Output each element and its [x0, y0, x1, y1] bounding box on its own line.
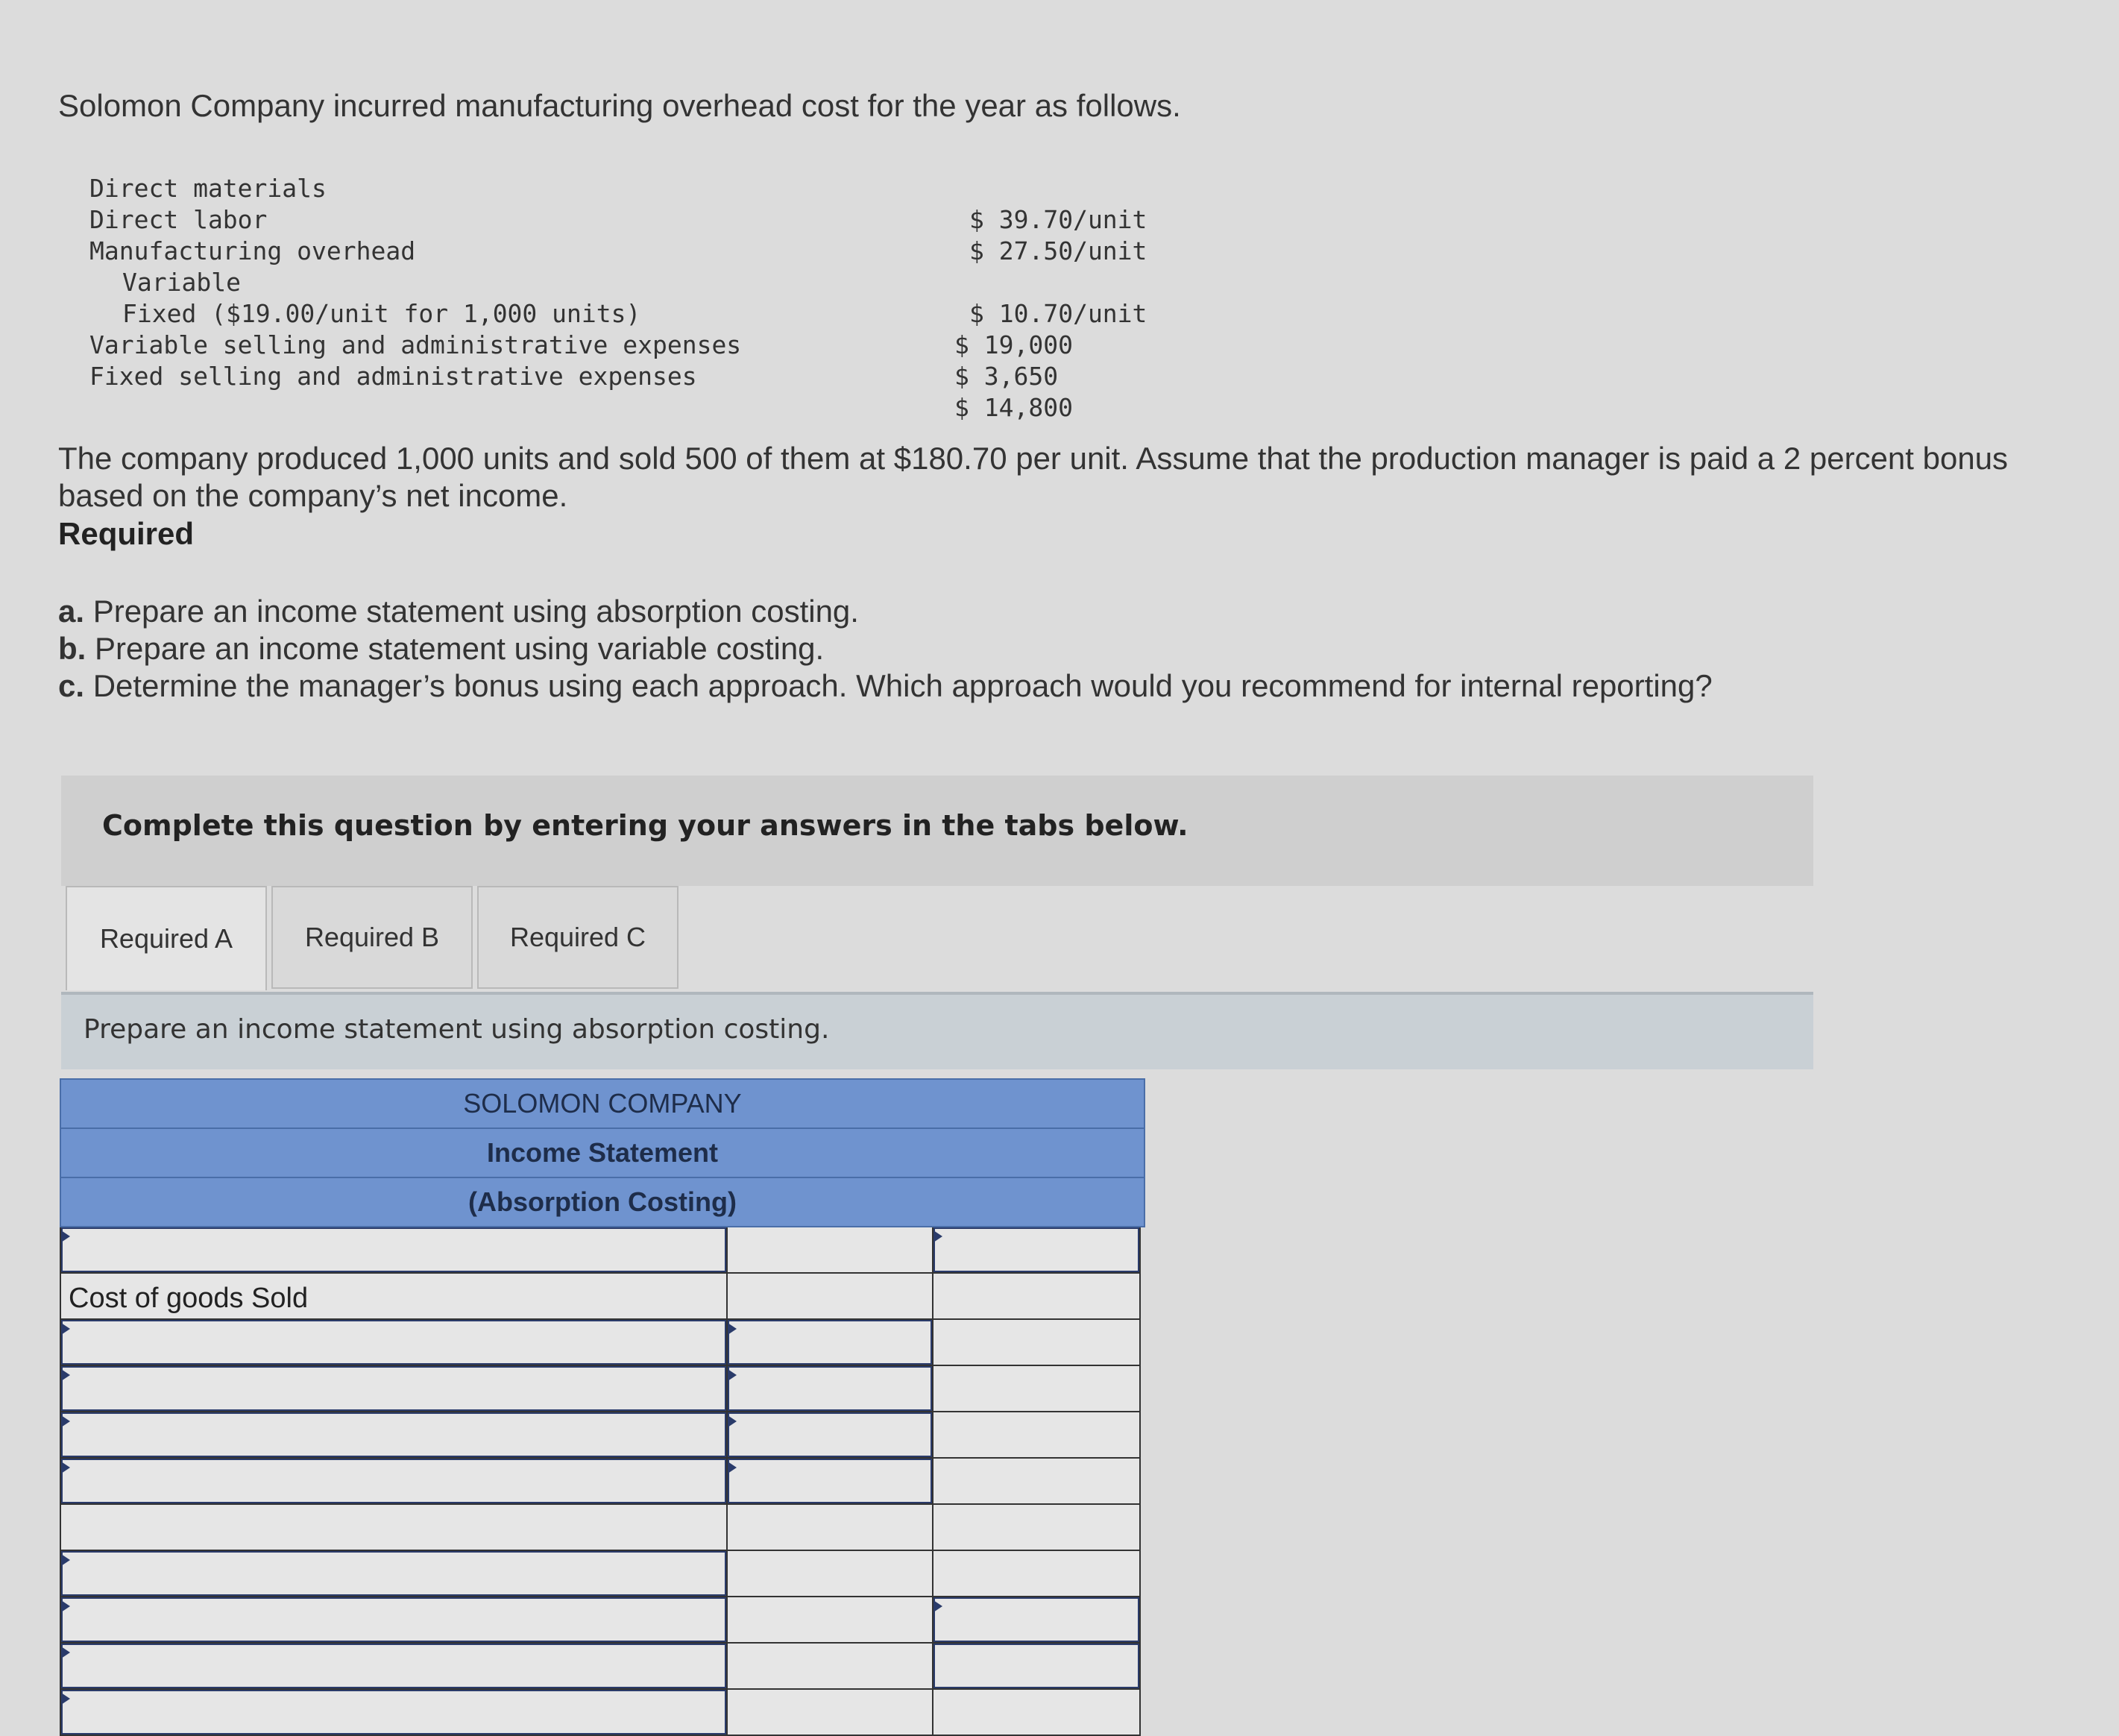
dropdown-arrow-icon [728, 1415, 737, 1427]
amount-input[interactable] [728, 1459, 933, 1505]
dropdown-arrow-icon [61, 1647, 70, 1658]
cost-row [89, 361, 1163, 392]
requirement-item [58, 630, 1713, 667]
cost-value: $ 10.70/unit [969, 299, 1147, 328]
amount-input[interactable] [728, 1227, 933, 1274]
banner-text: Complete this question by entering your answers in the tabs below. [102, 809, 1188, 842]
dropdown-arrow-icon [728, 1323, 737, 1335]
dropdown-arrow-icon [933, 1600, 942, 1612]
amount-input[interactable] [728, 1644, 933, 1690]
requirement-letter: a. [58, 594, 85, 629]
cost-table [89, 173, 1163, 424]
dropdown-arrow-icon [61, 1230, 70, 1242]
dropdown-arrow-icon [61, 1462, 70, 1474]
label-dropdown[interactable] [61, 1690, 728, 1736]
dropdown-arrow-icon [61, 1693, 70, 1705]
total-cell [933, 1505, 1141, 1551]
cost-row [89, 392, 1163, 424]
dropdown-arrow-icon [61, 1369, 70, 1381]
statement-grid [60, 1227, 1145, 1736]
cost-row [89, 236, 1163, 267]
total-cell [933, 1274, 1141, 1320]
tab-instruction-bar [61, 995, 1813, 1069]
table-row [61, 1274, 1145, 1320]
cost-label: Variable [122, 268, 241, 297]
row-label-cell [61, 1505, 728, 1551]
dropdown-arrow-icon [61, 1554, 70, 1566]
cost-label: Fixed selling and administrative expenses [89, 362, 697, 391]
total-input[interactable] [933, 1690, 1141, 1736]
statement-subtitle: (Absorption Costing) [61, 1178, 1144, 1227]
requirement-item [58, 667, 1713, 705]
label-dropdown[interactable] [61, 1320, 728, 1366]
amount-input[interactable] [728, 1551, 933, 1597]
cost-row [89, 330, 1163, 361]
table-row [61, 1366, 1145, 1412]
dropdown-arrow-icon [61, 1323, 70, 1335]
cost-row [89, 267, 1163, 298]
tab-required-c[interactable]: Required C [477, 886, 678, 989]
label-dropdown[interactable] [61, 1459, 728, 1505]
amount-input[interactable] [728, 1366, 933, 1412]
cost-value: $ 27.50/unit [969, 236, 1147, 265]
dropdown-arrow-icon [61, 1600, 70, 1612]
total-input[interactable] [933, 1227, 1141, 1274]
cost-row [89, 173, 1163, 204]
cost-label: Manufacturing overhead [89, 236, 416, 265]
table-row [61, 1644, 1145, 1690]
tab-required-b[interactable]: Required B [271, 886, 473, 989]
label-dropdown[interactable] [61, 1597, 728, 1644]
cost-value: $ 19,000 [954, 330, 1073, 359]
total-input[interactable] [933, 1551, 1141, 1597]
label-dropdown[interactable] [61, 1412, 728, 1459]
table-row [61, 1459, 1145, 1505]
total-input[interactable] [933, 1459, 1141, 1505]
dropdown-arrow-icon [933, 1230, 942, 1242]
amount-cell [728, 1505, 933, 1551]
total-input[interactable] [933, 1644, 1141, 1690]
cost-label: Direct labor [89, 205, 268, 234]
requirements-list [58, 593, 1713, 705]
amount-cell [728, 1274, 933, 1320]
requirement-text: Prepare an income statement using variable costing. [95, 631, 825, 666]
income-statement [60, 1078, 1145, 1736]
statement-company: SOLOMON COMPANY [61, 1080, 1144, 1129]
problem-paragraph: The company produced 1,000 units and sold 500 of them at $180.70 per unit. Assume that the production manager is paid a 2 percent bonus based on the company’s net income. [58, 441, 2009, 513]
amount-input[interactable] [728, 1597, 933, 1644]
tab-instruction-text: Prepare an income statement using absorption costing. [84, 1014, 830, 1045]
statement-header [60, 1078, 1145, 1227]
table-row [61, 1551, 1145, 1597]
cost-value: $ 3,650 [954, 362, 1059, 391]
total-input[interactable] [933, 1320, 1141, 1366]
row-label-cell [61, 1274, 728, 1320]
table-row [61, 1690, 1145, 1736]
statement-title: Income Statement [61, 1129, 1144, 1178]
table-row [61, 1412, 1145, 1459]
instructions-banner [61, 776, 1813, 886]
requirement-item [58, 593, 1713, 630]
label-dropdown[interactable] [61, 1366, 728, 1412]
cost-row [89, 204, 1163, 236]
amount-input[interactable] [728, 1320, 933, 1366]
required-heading: Required [58, 516, 195, 551]
table-row [61, 1320, 1145, 1366]
label-dropdown[interactable] [61, 1551, 728, 1597]
amount-input[interactable] [728, 1412, 933, 1459]
cost-value: $ 39.70/unit [969, 205, 1147, 234]
label-dropdown[interactable] [61, 1227, 728, 1274]
tab-required-a[interactable]: Required A [66, 886, 267, 990]
cost-label: Direct materials [89, 174, 327, 203]
requirement-letter: b. [58, 631, 86, 666]
label-dropdown[interactable] [61, 1644, 728, 1690]
cost-row [89, 298, 1163, 330]
row-label: Cost of goods Sold [69, 1283, 309, 1314]
dropdown-arrow-icon [728, 1369, 737, 1381]
cost-label: Fixed ($19.00/unit for 1,000 units) [122, 299, 641, 328]
cost-label: Variable selling and administrative expenses [89, 330, 742, 359]
total-input[interactable] [933, 1597, 1141, 1644]
table-row [61, 1227, 1145, 1274]
dropdown-arrow-icon [61, 1415, 70, 1427]
requirement-text: Prepare an income statement using absorption costing. [92, 594, 859, 629]
dropdown-arrow-icon [728, 1462, 737, 1474]
amount-input[interactable] [728, 1690, 933, 1736]
tab-bar [66, 886, 683, 989]
problem-intro: Solomon Company incurred manufacturing overhead cost for the year as follows. [58, 88, 1181, 123]
total-input[interactable] [933, 1412, 1141, 1459]
total-input[interactable] [933, 1366, 1141, 1412]
table-row [61, 1505, 1145, 1551]
table-row [61, 1597, 1145, 1644]
requirement-letter: c. [58, 668, 85, 703]
requirement-text: Determine the manager’s bonus using each approach. Which approach would you recommend for internal reporting? [92, 668, 1713, 703]
cost-value: $ 14,800 [954, 393, 1073, 422]
